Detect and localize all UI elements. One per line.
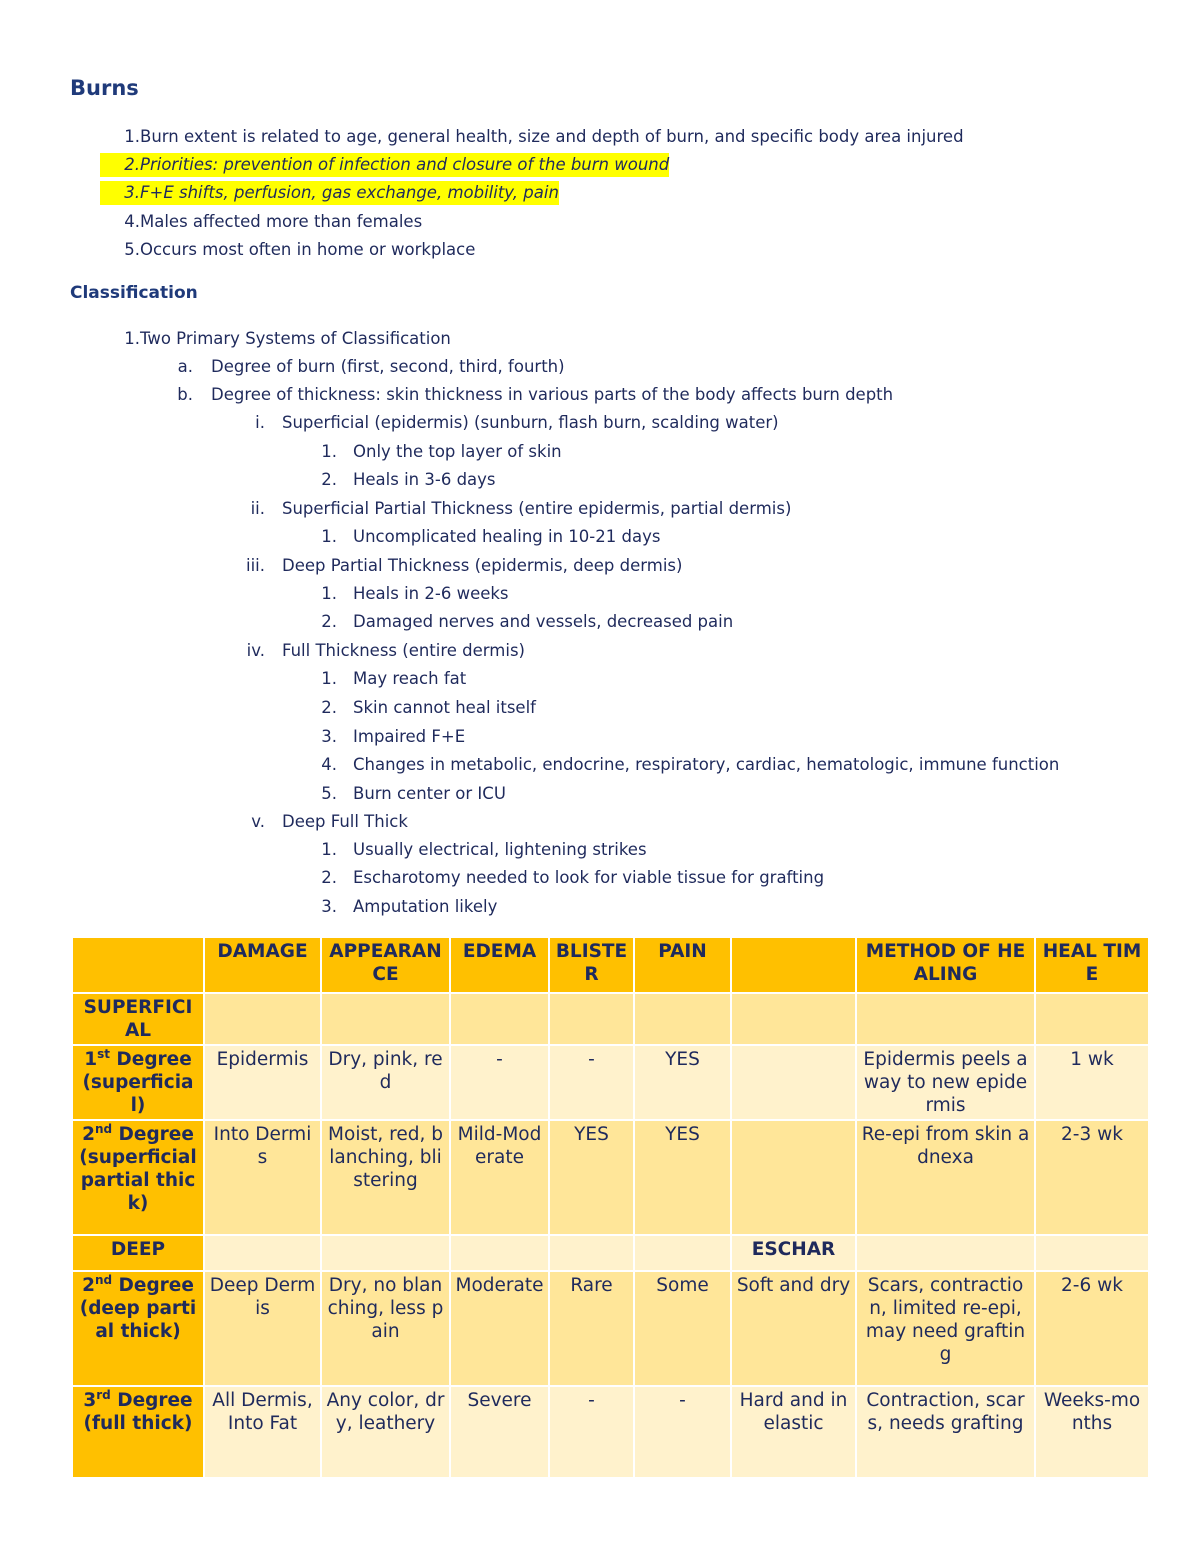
table-cell-appearance: Dry, pink, red (321, 1045, 450, 1120)
list-text: Burn extent is related to age, general health, size and depth of burn, and specific body area injured (140, 127, 964, 146)
list-number: 3. (321, 897, 337, 916)
table-cell-blister: - (549, 1045, 634, 1120)
table-row (72, 1045, 1149, 1120)
burn-classification-table (71, 936, 1150, 1479)
row-label-first-degree (72, 1045, 204, 1120)
list-number: v. (251, 812, 265, 831)
page-title: Burns (70, 76, 139, 100)
list-text: Superficial (epidermis) (sunburn, flash burn, scalding water) (282, 413, 779, 432)
table-cell-edema: Mild-Moderate (450, 1120, 549, 1235)
table-cell (1035, 993, 1149, 1045)
list-number: 1. (124, 127, 140, 146)
table-cell (731, 993, 856, 1045)
list-text-highlighted: Priorities: prevention of infection and closure of the burn wound (140, 153, 669, 177)
header-cell-empty (72, 937, 204, 993)
table-cell-appearance: Moist, red, blanching, blistering (321, 1120, 450, 1235)
degree-label: Degree (full thick) (83, 1390, 193, 1434)
list-number: 1. (321, 669, 337, 688)
list-number: 3. (321, 727, 337, 746)
list-text: Degree of burn (first, second, third, fourth) (211, 357, 565, 376)
degree-label: Degree (deep partial thick) (79, 1275, 197, 1342)
header-cell-heal-time: HEAL TIME (1035, 937, 1149, 993)
table-cell (856, 993, 1035, 1045)
table-cell (450, 1235, 549, 1271)
header-cell-edema: EDEMA (450, 937, 549, 993)
table-cell-pain: - (634, 1386, 731, 1478)
table-cell-pain: Some (634, 1271, 731, 1386)
list-number: 2. (321, 612, 337, 631)
table-cell (1035, 1235, 1149, 1271)
list-number: 3. (100, 181, 140, 205)
table-cell-heal-time: 1 wk (1035, 1045, 1149, 1120)
header-cell-empty (731, 937, 856, 993)
table-cell (321, 993, 450, 1045)
table-cell-appearance: Dry, no blanching, less pain (321, 1271, 450, 1386)
table-cell-pain: YES (634, 1120, 731, 1235)
eschar-header-cell: ESCHAR (731, 1235, 856, 1271)
list-text: Superficial Partial Thickness (entire epidermis, partial dermis) (282, 499, 792, 518)
list-number: 4. (124, 212, 140, 231)
table-header-row (72, 937, 1149, 993)
list-number: ii. (250, 499, 265, 518)
table-cell-edema: Severe (450, 1386, 549, 1478)
table-cell-eschar (731, 1045, 856, 1120)
header-cell-method-of-healing: METHOD OF HEALING (856, 937, 1035, 993)
list-number: 1. (321, 527, 337, 546)
table-cell (321, 1235, 450, 1271)
degree-suffix: rd (96, 1387, 111, 1402)
list-number: 2. (321, 698, 337, 717)
table-cell-blister: Rare (549, 1271, 634, 1386)
list-text: Amputation likely (353, 897, 498, 916)
list-number: 1. (321, 584, 337, 603)
table-cell-edema: - (450, 1045, 549, 1120)
list-number: 2. (321, 868, 337, 887)
list-text: Degree of thickness: skin thickness in various parts of the body affects burn depth (211, 385, 894, 404)
table-cell (856, 1235, 1035, 1271)
list-text: Occurs most often in home or workplace (140, 240, 476, 259)
degree-label: Degree (superficial partial thick) (79, 1124, 197, 1214)
degree-suffix: nd (94, 1121, 113, 1136)
degree-number: 2 (82, 1124, 95, 1145)
list-number: 5. (321, 784, 337, 803)
list-number: 1. (321, 442, 337, 461)
table-row (72, 1386, 1149, 1478)
table-cell-method: Scars, contraction, limited re-epi, may need grafting (856, 1271, 1035, 1386)
table-cell-damage: Into Dermis (204, 1120, 321, 1235)
degree-suffix: st (97, 1046, 110, 1061)
table-section-row-deep (72, 1235, 1149, 1271)
list-number: 2. (321, 470, 337, 489)
degree-label: Degree (superficial) (82, 1049, 194, 1116)
list-text: Uncomplicated healing in 10-21 days (353, 527, 661, 546)
table-section-row-superficial (72, 993, 1149, 1045)
table-cell (204, 993, 321, 1045)
list-number: iii. (246, 556, 265, 575)
table-row (72, 1120, 1149, 1235)
list-text: Heals in 2-6 weeks (353, 584, 509, 603)
section-label-superficial: SUPERFICIAL (72, 993, 204, 1045)
table-cell-damage: Deep Dermis (204, 1271, 321, 1386)
list-text: Deep Partial Thickness (epidermis, deep dermis) (282, 556, 683, 575)
table-cell-heal-time: Weeks-months (1035, 1386, 1149, 1478)
table-cell-blister: YES (549, 1120, 634, 1235)
degree-suffix: nd (94, 1272, 113, 1287)
list-text-highlighted: F+E shifts, perfusion, gas exchange, mobility, pain (140, 181, 559, 205)
list-number: 1. (124, 329, 140, 348)
section-heading-classification: Classification (70, 283, 198, 303)
table-cell (549, 993, 634, 1045)
list-text: Usually electrical, lightening strikes (353, 840, 647, 859)
list-number: 2. (100, 153, 140, 177)
list-number: 5. (124, 240, 140, 259)
list-text: Burn center or ICU (353, 784, 506, 803)
list-number: iv. (246, 641, 265, 660)
list-number: b. (177, 385, 193, 404)
table-cell-edema: Moderate (450, 1271, 549, 1386)
section-label-deep: DEEP (72, 1235, 204, 1271)
list-text: Heals in 3-6 days (353, 470, 496, 489)
header-cell-appearance: APPEARANCE (321, 937, 450, 993)
table-cell-heal-time: 2-6 wk (1035, 1271, 1149, 1386)
list-number: 1. (321, 840, 337, 859)
table-cell (204, 1235, 321, 1271)
table-cell-heal-time: 2-3 wk (1035, 1120, 1149, 1235)
table-cell (450, 993, 549, 1045)
row-label-second-degree-superficial (72, 1120, 204, 1235)
header-cell-pain: PAIN (634, 937, 731, 993)
table-cell-method: Contraction, scars, needs grafting (856, 1386, 1035, 1478)
list-text: Changes in metabolic, endocrine, respiratory, cardiac, hematologic, immune function (353, 755, 1060, 774)
table-cell-damage: Epidermis (204, 1045, 321, 1120)
list-text: Deep Full Thick (282, 812, 408, 831)
list-text: Impaired F+E (353, 727, 466, 746)
table-cell-pain: YES (634, 1045, 731, 1120)
table-cell-blister: - (549, 1386, 634, 1478)
degree-number: 2 (82, 1275, 95, 1296)
table-cell-eschar: Hard and inelastic (731, 1386, 856, 1478)
table-cell-damage: All Dermis, Into Fat (204, 1386, 321, 1478)
row-label-third-degree (72, 1386, 204, 1478)
list-number: 4. (321, 755, 337, 774)
degree-number: 1 (84, 1049, 98, 1070)
list-text: Two Primary Systems of Classification (140, 329, 451, 348)
list-text: Damaged nerves and vessels, decreased pain (353, 612, 734, 631)
list-number: a. (177, 357, 193, 376)
table-cell-eschar (731, 1120, 856, 1235)
degree-number: 3 (83, 1390, 97, 1411)
header-cell-damage: DAMAGE (204, 937, 321, 993)
list-number: i. (255, 413, 265, 432)
list-text: Skin cannot heal itself (353, 698, 536, 717)
list-text: Escharotomy needed to look for viable tissue for grafting (353, 868, 825, 887)
row-label-second-degree-deep (72, 1271, 204, 1386)
list-text: Full Thickness (entire dermis) (282, 641, 525, 660)
list-text: May reach fat (353, 669, 467, 688)
table-cell-method: Epidermis peels away to new epidermis (856, 1045, 1035, 1120)
table-cell-appearance: Any color, dry, leathery (321, 1386, 450, 1478)
header-cell-blister: BLISTER (549, 937, 634, 993)
table-cell (634, 1235, 731, 1271)
list-text: Only the top layer of skin (353, 442, 562, 461)
table-cell (634, 993, 731, 1045)
list-text: Males affected more than females (140, 212, 423, 231)
table-cell-eschar: Soft and dry (731, 1271, 856, 1386)
table-row (72, 1271, 1149, 1386)
table-cell-method: Re-epi from skin adnexa (856, 1120, 1035, 1235)
table-cell (549, 1235, 634, 1271)
